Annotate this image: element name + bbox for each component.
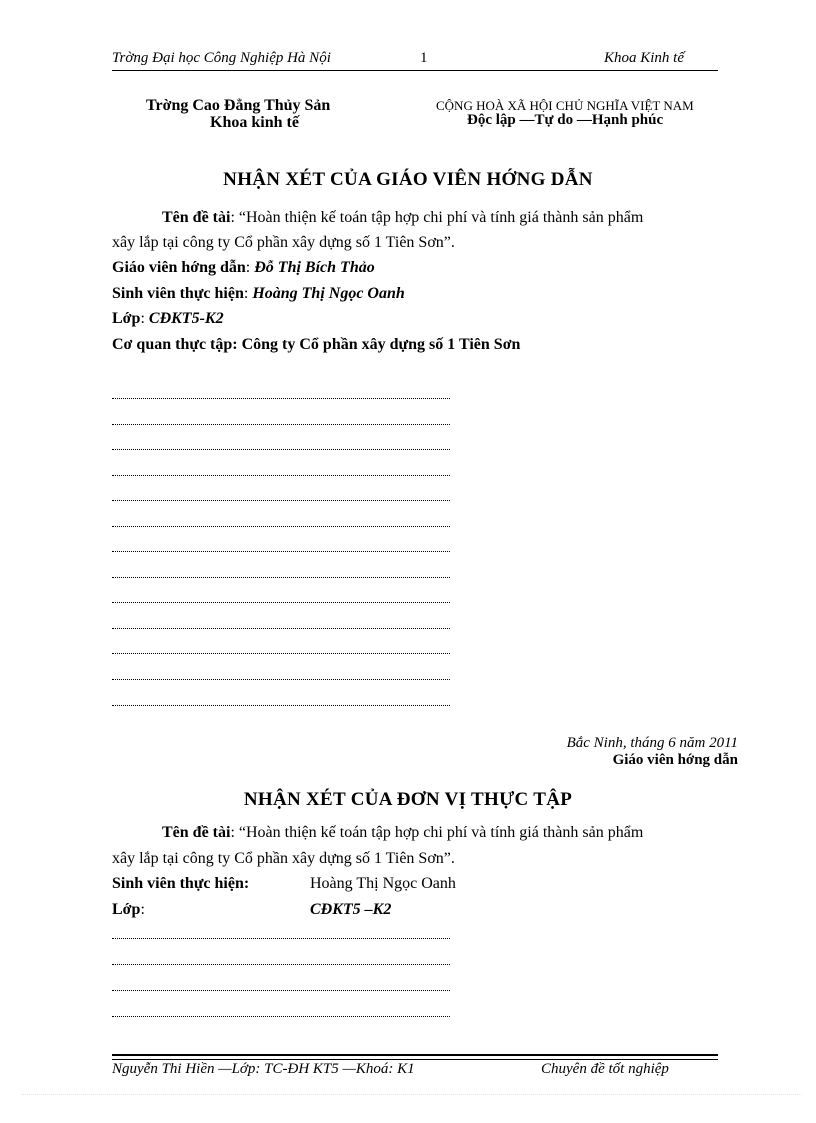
agency-line: Cơ quan thực tập: Công ty Cổ phần xây dựng số 1 Tiên Sơn <box>112 336 521 353</box>
advisor-review-title: NHẬN XÉT CỦA GIÁO VIÊN HỚNG DẪN <box>223 169 593 190</box>
nation-line: CỘNG HOÀ XÃ HỘI CHỦ NGHĨA VIỆT NAM <box>436 98 694 113</box>
advisor-line: Giáo viên hớng dẫn: Đỗ Thị Bích Thảo <box>112 259 375 276</box>
comment-line <box>112 500 450 501</box>
footer-rule <box>112 1059 718 1060</box>
footer-left: Nguyễn Thi Hiền —Lớp: TC-ĐH KT5 —Khoá: K1 <box>112 1061 415 1077</box>
motto-line: Độc lập —Tự do —Hạnh phúc <box>467 112 664 128</box>
comment-line <box>112 526 450 527</box>
class2-label: Lớp <box>112 901 141 918</box>
student2-value: Hoàng Thị Ngọc Oanh <box>310 875 456 892</box>
place-date: Bắc Ninh, tháng 6 năm 2011 <box>566 735 738 751</box>
comment-line <box>112 398 450 399</box>
topic-text-2: xây lắp tại công ty Cổ phần xây dựng số 1 Tiên Sơn”. <box>112 234 455 251</box>
topic-text-1: : “Hoàn thiện kế toán tập hợp chi phí và tính giá thành sản phẩm <box>230 209 644 226</box>
advisor-value: Đỗ Thị Bích Thảo <box>254 259 375 276</box>
comment-line <box>112 449 450 450</box>
topic-label: Tên đề tài <box>162 209 231 226</box>
signer: Giáo viên hớng dẫn <box>612 752 738 768</box>
student-value: Hoàng Thị Ngọc Oanh <box>252 285 405 302</box>
comment-line <box>112 602 450 603</box>
comment-line <box>112 938 450 939</box>
unit-review-title: NHẬN XÉT CỦA ĐƠN VỊ THỰC TẬP <box>243 789 573 810</box>
comment-line <box>112 679 450 680</box>
header-rule <box>112 70 718 71</box>
comment-line <box>112 424 450 425</box>
faculty-line: Khoa kinh tế <box>210 114 299 131</box>
comment-line <box>112 653 450 654</box>
comment-line <box>112 1016 450 1017</box>
footer-rule <box>112 1054 718 1056</box>
header-right: Khoa Kinh tế <box>604 50 685 66</box>
header-left: Trờng Đại học Công Nghiệp Hà Nội <box>112 50 331 66</box>
class-label: Lớp <box>112 310 141 327</box>
footer-right: Chuyên đề tốt nghiệp <box>541 1061 669 1077</box>
class2-value: CĐKT5 –K2 <box>310 901 392 918</box>
comment-line <box>112 577 450 578</box>
comment-line <box>112 705 450 706</box>
advisor-label: Giáo viên hớng dẫn <box>112 259 246 276</box>
comment-line <box>112 475 450 476</box>
topic-line-1 <box>162 209 643 227</box>
class2-line: Lớp: <box>112 901 145 918</box>
class-value: CĐKT5-K2 <box>148 310 224 327</box>
student2-label: Sinh viên thực hiện: <box>112 875 250 892</box>
student-line: Sinh viên thực hiện: Hoàng Thị Ngọc Oanh <box>112 285 405 302</box>
topic2-text-2: xây lắp tại công ty Cổ phần xây dựng số 1 Tiên Sơn”. <box>112 850 455 867</box>
topic2-line-1 <box>162 824 643 842</box>
comment-line <box>112 628 450 629</box>
comment-line <box>112 551 450 552</box>
topic2-label: Tên đề tài <box>162 824 231 841</box>
topic2-text-1: : “Hoàn thiện kế toán tập hợp chi phí và tính giá thành sản phẩm <box>230 824 644 841</box>
page-number: 1 <box>420 50 428 66</box>
comment-line <box>112 964 450 965</box>
page-edge <box>22 1094 802 1095</box>
comment-line <box>112 990 450 991</box>
class-line: Lớp: CĐKT5-K2 <box>112 310 224 327</box>
student-label: Sinh viên thực hiện <box>112 285 244 302</box>
school-line: Trờng Cao Đẳng Thủy Sản <box>146 97 331 114</box>
